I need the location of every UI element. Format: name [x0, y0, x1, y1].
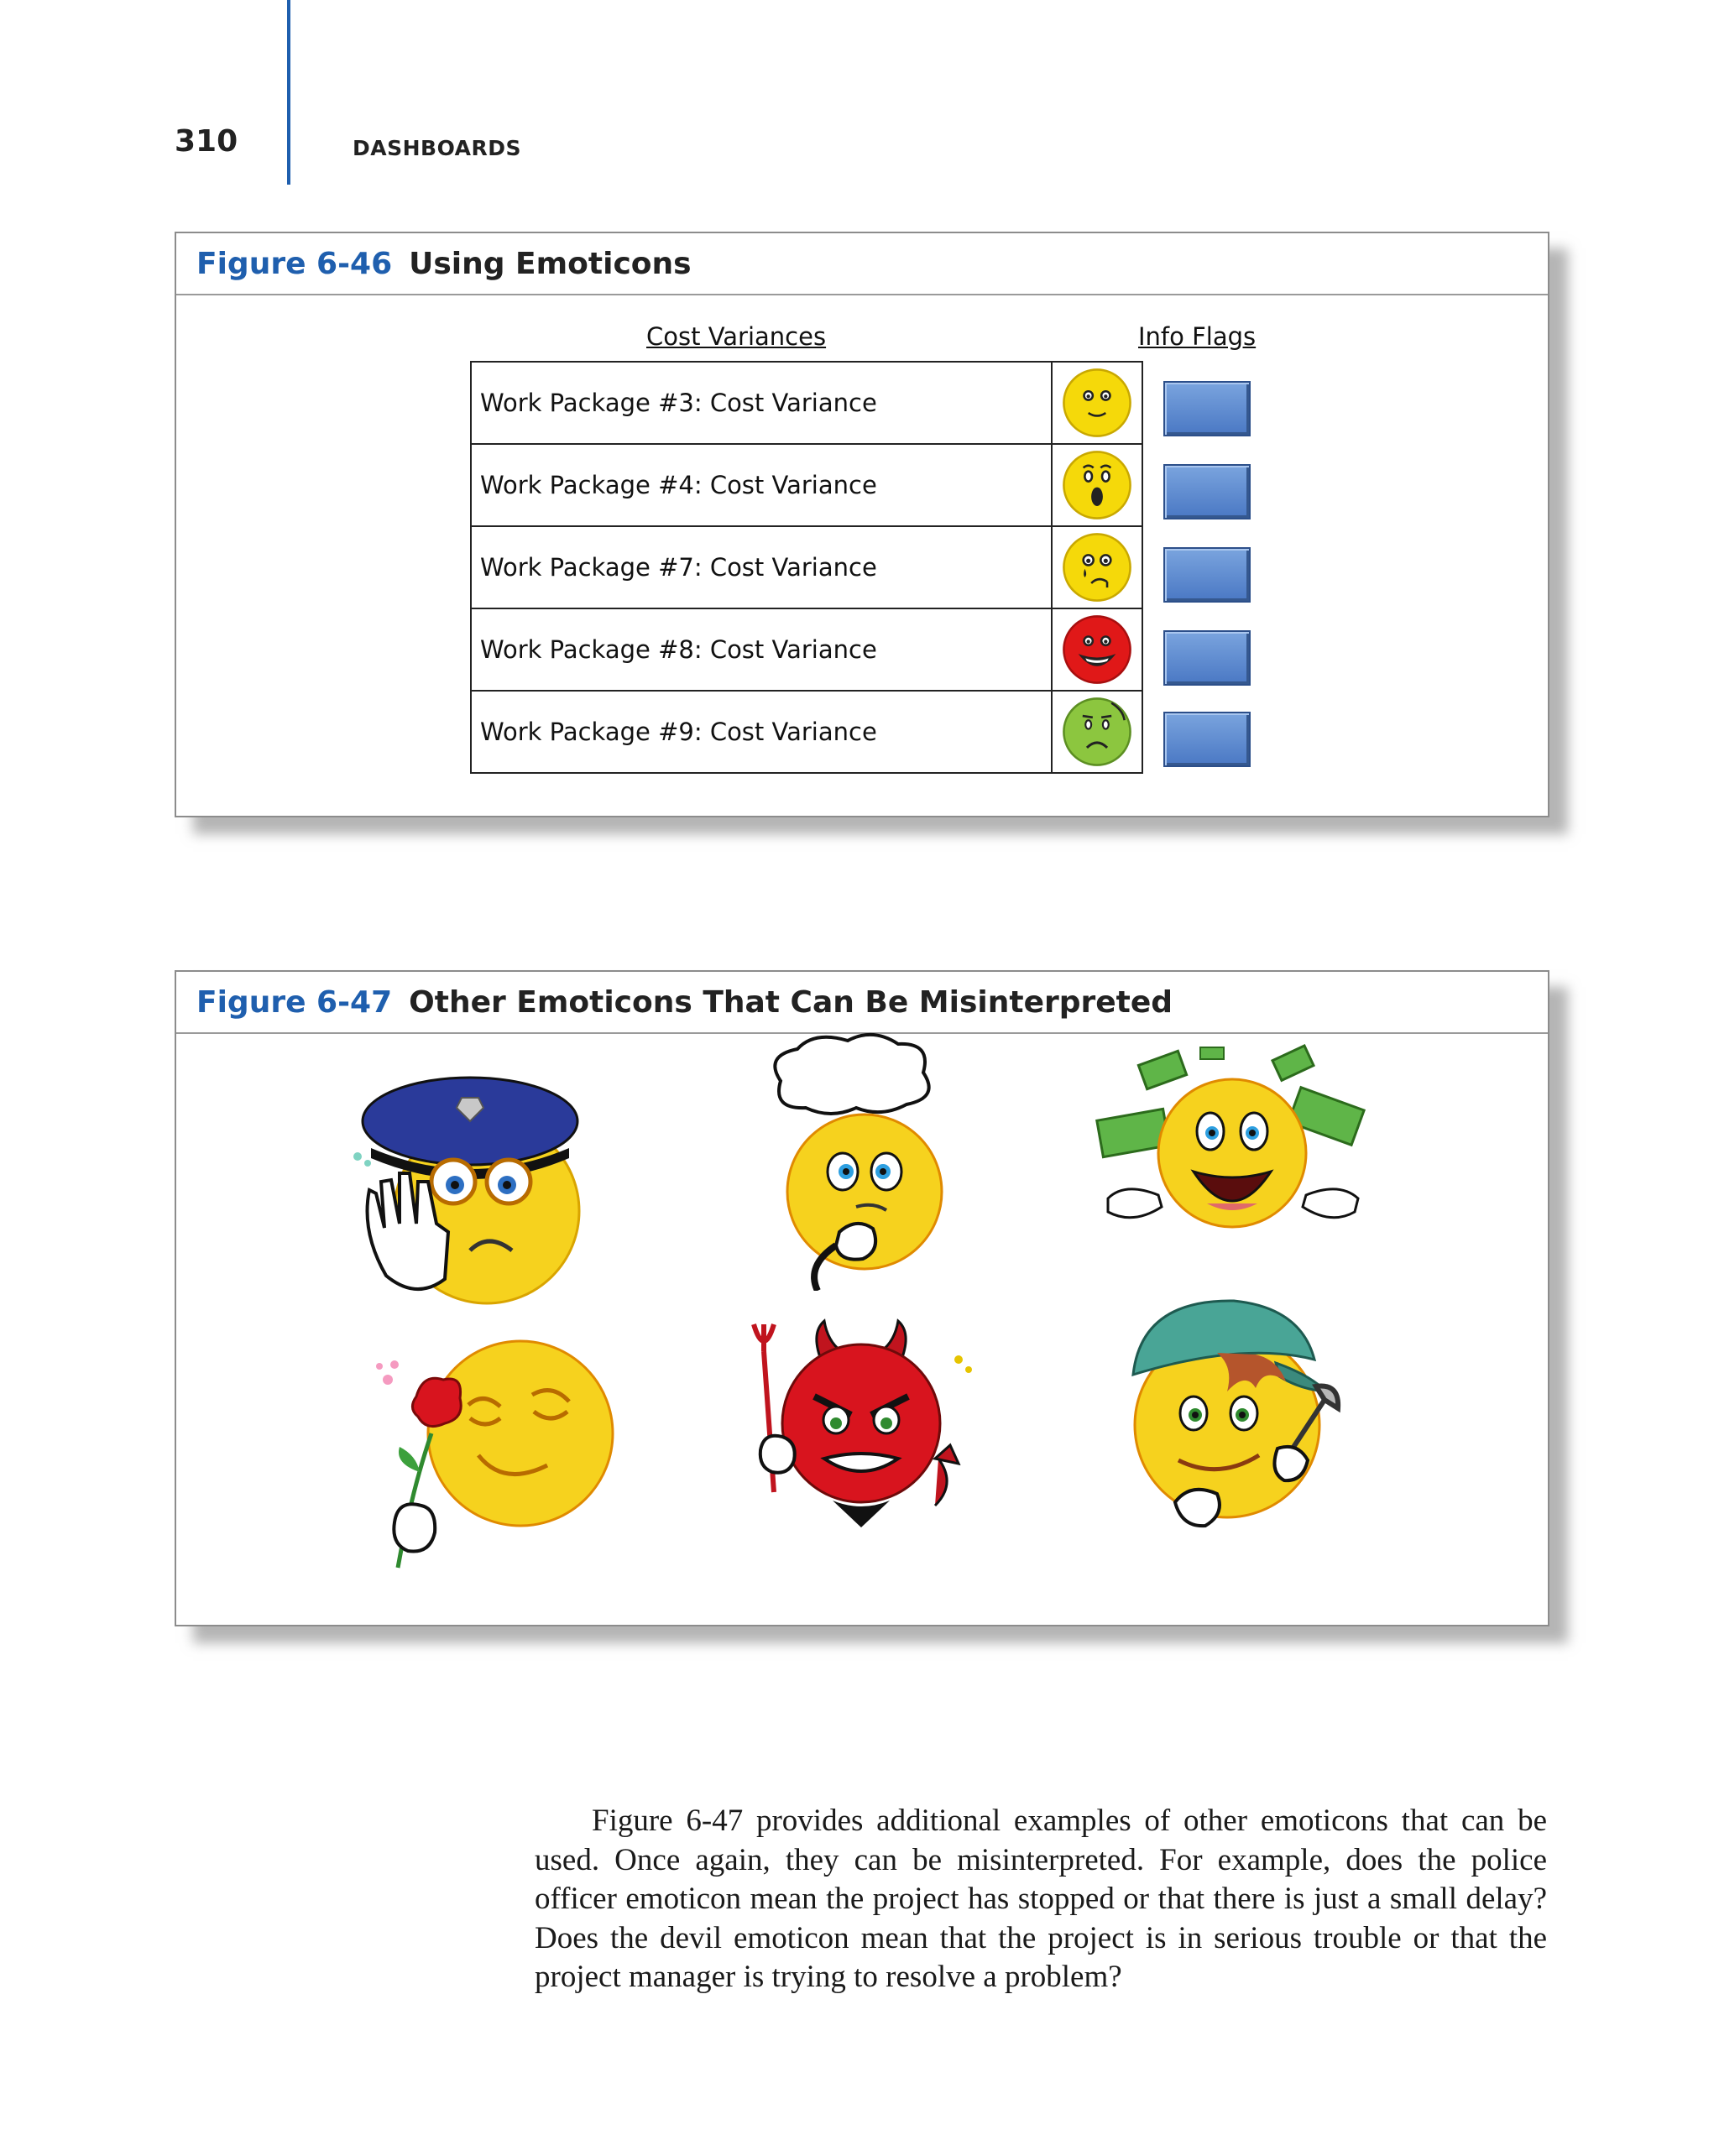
- crying-icon: [1061, 531, 1133, 603]
- smile-icon: [1061, 367, 1133, 439]
- table-row: [471, 526, 1142, 608]
- info-flag: [1163, 712, 1251, 767]
- running-head: DASHBOARDS: [353, 136, 522, 160]
- info-flag: [1163, 381, 1251, 436]
- police-officer-icon: [344, 1056, 596, 1316]
- cost-variances-header: Cost Variances: [646, 322, 827, 351]
- figure-title: Other Emoticons That Can Be Misinterpreted: [409, 984, 1173, 1020]
- row-label: Work Package #4: Cost Variance: [471, 444, 1052, 526]
- figure-caption: [176, 233, 1548, 295]
- page-number: 310: [175, 124, 238, 159]
- table-row: [471, 362, 1142, 444]
- cost-variance-table: [470, 361, 1143, 774]
- table-row: [471, 608, 1142, 691]
- figure-caption: [176, 972, 1548, 1034]
- money-icon: [1091, 1039, 1368, 1257]
- info-flag: [1163, 547, 1251, 603]
- figure-label: Figure 6-46: [196, 246, 393, 281]
- row-label: Work Package #8: Cost Variance: [471, 608, 1052, 691]
- body-paragraph: Figure 6-47 provides additional examples of other emoticons that can be used. Once again, they can be misinterpreted. For example, does the police officer emoticon mean the project has stopped or that there is just a small delay? Does the devil emoticon mean that the project is in serious trouble or that the project manager is trying to resolve a problem?: [535, 1804, 1547, 1994]
- info-flag: [1163, 464, 1251, 519]
- figure-title: Using Emoticons: [409, 246, 692, 281]
- margin-rule: [287, 0, 290, 185]
- figure-6-47: [175, 970, 1549, 1626]
- grin-icon: [1061, 613, 1133, 686]
- rose-icon: [361, 1308, 621, 1576]
- table-row: [471, 444, 1142, 526]
- frown-icon: [1061, 696, 1133, 768]
- row-label: Work Package #7: Cost Variance: [471, 526, 1052, 608]
- info-flag: [1163, 630, 1251, 686]
- row-label: Work Package #3: Cost Variance: [471, 362, 1052, 444]
- info-flags-header: Info Flags: [1138, 322, 1257, 351]
- surprised-icon: [1061, 449, 1133, 521]
- row-label: Work Package #9: Cost Variance: [471, 691, 1052, 773]
- devil-icon: [730, 1308, 982, 1568]
- figure-6-46: [175, 232, 1549, 817]
- mechanic-icon: [1091, 1282, 1368, 1543]
- table-row: [471, 691, 1142, 773]
- thinking-icon: [755, 1031, 974, 1291]
- figure-label: Figure 6-47: [196, 984, 393, 1020]
